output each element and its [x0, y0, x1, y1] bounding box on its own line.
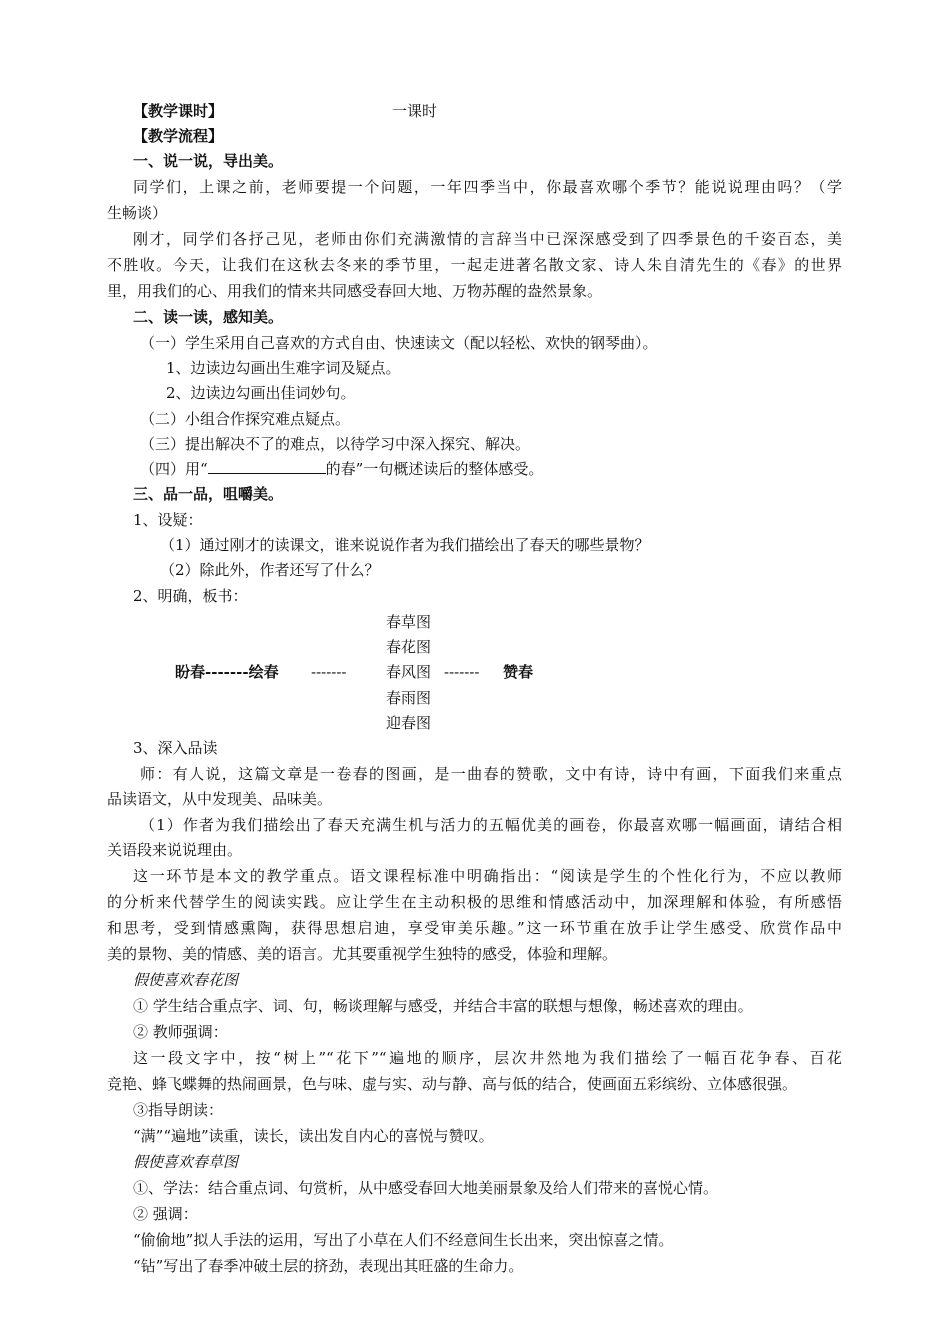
board-dash-left: -------: [311, 663, 347, 681]
paragraph-line: ①、学法：结合重点词、句赏析，从中感受春回大地美丽景象及给人们带来的喜悦心情。: [133, 1179, 719, 1197]
fill-in-item: [140, 459, 543, 479]
board-left: 盼春-------绘春: [175, 663, 279, 681]
list-item: （2）除此外，作者还写了什么？: [160, 561, 380, 579]
paragraph-line: 这一段文字中，按“树上”“花下”“遍地的顺序，层次井然地为我们描绘了一幅百花争春、百花: [133, 1049, 842, 1067]
paragraph-line: 品读语文，从中发现美、品味美。: [107, 790, 333, 808]
paragraph-line: ② 教师强调：: [133, 1023, 228, 1041]
list-item: （1）通过刚才的读课文，谁来说说作者为我们描绘出了春天的哪些景物？: [160, 536, 650, 554]
paragraph-line: “偷偷地”拟人手法的运用，写出了小草在人们不经意间生长出来，突出惊喜之情。: [133, 1231, 674, 1249]
paragraph-line: 生畅谈）: [107, 204, 168, 222]
paragraph-line: ① 学生结合重点字、词、句，畅谈理解与感受，并结合丰富的联想与想像，畅述喜欢的理由。: [133, 997, 753, 1015]
teaching-period-value: 一课时: [392, 102, 438, 120]
paragraph-line: 里，用我们的心、用我们的情来共同感受春回大地、万物苏醒的盎然景象。: [107, 282, 603, 300]
paragraph-line: 美的景物、美的情感、美的语言。尤其要重视学生独特的感受，体验和理解。: [107, 945, 618, 963]
board-item: 春风图: [386, 663, 432, 681]
paragraph-line: 不胜收。今天，让我们在这秋去冬来的季节里，一起走进著名散文家、诗人朱自清先生的《春》的世界: [107, 256, 842, 274]
paragraph-line: ③指导朗读：: [133, 1101, 224, 1119]
board-item: 春雨图: [386, 689, 432, 707]
teaching-flow-label: 【教学流程】: [133, 127, 224, 145]
board-item: 迎春图: [386, 714, 432, 732]
paragraph-line: 师：有人说，这篇文章是一卷春的图画，是一曲春的赞歌，文中有诗，诗中有画，下面我们来重点: [140, 765, 842, 783]
paragraph-line: 的分析来代替学生的阅读实践。应让学生在主动积极的思维和情感活动中，加深理解和体验，有所感悟: [107, 893, 842, 911]
fill-in-prefix: （四）用“: [140, 460, 208, 478]
list-item: （三）提出解决不了的难点，以待学习中深入探究、解决。: [140, 435, 531, 453]
list-item: （一）学生采用自己喜欢的方式自由、快速读文（配以轻松、欢快的钢琴曲）。: [140, 334, 658, 352]
list-item: （二）小组合作探究难点疑点。: [140, 410, 351, 428]
paragraph-line: （1）作者为我们描绘出了春天充满生机与活力的五幅优美的画卷，你最喜欢哪一幅画面，请结合相: [140, 816, 842, 834]
list-item: 1、设疑：: [133, 511, 203, 529]
list-item: 2、明确，板书：: [133, 587, 248, 605]
section-1-title: 一、说一说，导出美。: [133, 152, 284, 170]
list-item: 2、边读边勾画出佳词妙句。: [166, 384, 356, 402]
paragraph-line: ② 强调：: [133, 1205, 198, 1223]
board-item: 春花图: [386, 638, 432, 656]
list-item: 1、边读边勾画出生难字词及疑点。: [166, 359, 401, 377]
paragraph-line: 同学们，上课之前，老师要提一个问题，一年四季当中，你最喜欢哪个季节？能说说理由吗？（学: [133, 178, 842, 196]
teaching-period-label: 【教学课时】: [133, 102, 224, 120]
board-dash-right: -------: [444, 663, 480, 681]
subheading-flower: 假使喜欢春花图: [133, 971, 239, 989]
fill-in-blank: [208, 459, 326, 474]
paragraph-line: 刚才，同学们各抒己见，老师由你们充满激情的言辞当中已深深感受到了四季景色的千姿百态，美: [133, 230, 842, 248]
subheading-grass: 假使喜欢春草图: [133, 1153, 239, 1171]
paragraph-line: “满”“遍地”读重，读长，读出发自内心的喜悦与赞叹。: [133, 1127, 494, 1145]
section-2-title: 二、读一读，感知美。: [133, 308, 284, 326]
paragraph-line: 和思考，受到情感熏陶，获得思想启迪，享受审美乐趣。”这一环节重在放手让学生感受、欣赏作品中: [107, 919, 842, 937]
section-3-title: 三、品一品，咀嚼美。: [133, 485, 284, 503]
paragraph-line: 这一环节是本文的教学重点。语文课程标准中明确指出：“阅读是学生的个性化行为，不应以教师: [133, 867, 842, 885]
fill-in-suffix: 的春”一句概述读后的整体感受。: [325, 460, 544, 478]
board-right: 赞春: [503, 663, 534, 681]
board-item: 春草图: [386, 613, 432, 631]
list-item: 3、深入品读: [133, 739, 218, 757]
paragraph-line: “钻”写出了春季冲破土层的挤劲，表现出其旺盛的生命力。: [133, 1257, 524, 1275]
paragraph-line: 竞艳、蜂飞蝶舞的热闹画景，色与味、虚与实、动与静、高与低的结合，使画面五彩缤纷、立体感很强。: [107, 1075, 798, 1093]
paragraph-line: 关语段来说说理由。: [107, 841, 243, 859]
